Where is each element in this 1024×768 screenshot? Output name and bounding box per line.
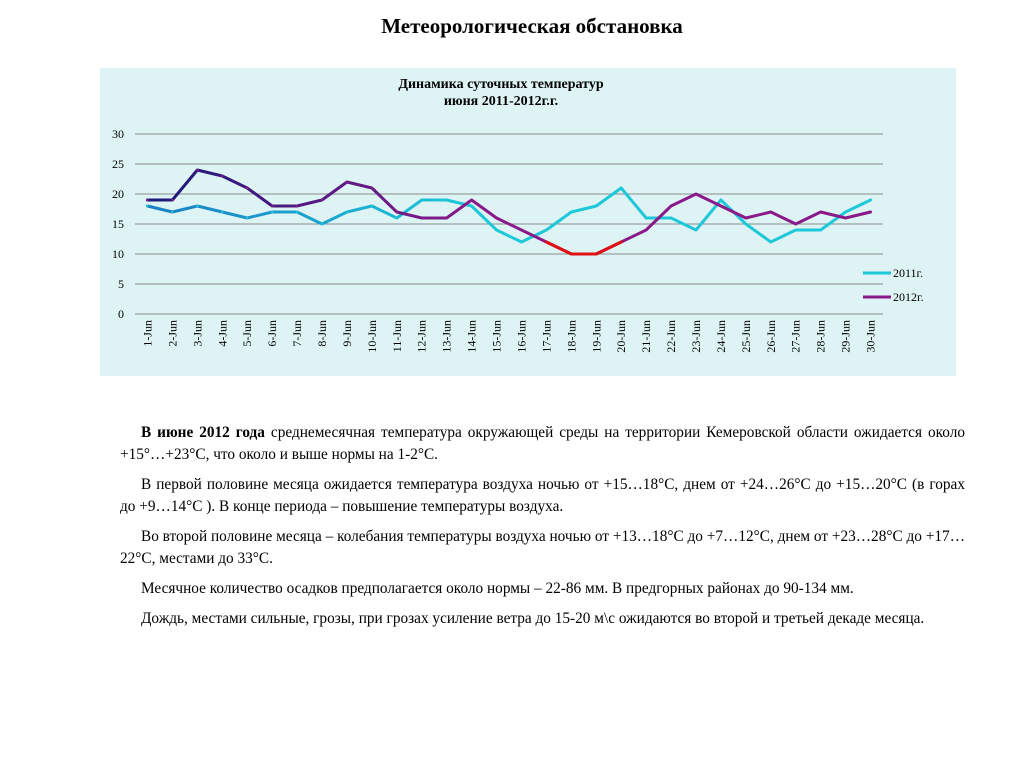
- chart-subtitle: июня 2011-2012г.г.: [443, 94, 559, 109]
- x-tick-label-17: 17-Jun: [539, 320, 554, 353]
- data-point-s2-26: [770, 211, 772, 213]
- data-point-s2-1: [146, 199, 148, 201]
- data-point-s1-20: [620, 187, 622, 189]
- x-tick-label-4: 4-Jun: [215, 320, 230, 347]
- y-tick-label-10: 10: [112, 247, 124, 261]
- chart-title: Динамика суточных температур: [398, 77, 604, 92]
- data-point-s2-23: [695, 193, 697, 195]
- data-point-s1-27: [795, 229, 797, 231]
- y-tick-label-15: 15: [112, 217, 124, 231]
- data-point-s2-4: [221, 175, 223, 177]
- y-tick-label-0: 0: [118, 307, 124, 321]
- x-tick-label-25: 25-Jun: [738, 320, 753, 353]
- data-point-s1-8: [321, 223, 323, 225]
- data-point-s1-16: [520, 241, 522, 243]
- data-point-s2-25: [745, 217, 747, 219]
- x-tick-label-15: 15-Jun: [489, 320, 504, 353]
- data-point-s1-17: [545, 229, 547, 231]
- data-point-s1-12: [421, 199, 423, 201]
- forecast-text: [120, 422, 965, 638]
- data-point-s1-3: [196, 205, 198, 207]
- x-tick-label-24: 24-Jun: [713, 320, 728, 353]
- x-tick-label-21: 21-Jun: [639, 320, 654, 353]
- data-point-s1-9: [346, 211, 348, 213]
- data-point-s1-13: [445, 199, 447, 201]
- data-point-s1-11: [396, 217, 398, 219]
- data-point-s1-7: [296, 211, 298, 213]
- data-point-s1-19: [595, 205, 597, 207]
- data-point-s2-30: [869, 211, 871, 213]
- data-point-s1-24: [720, 199, 722, 201]
- data-point-s2-10: [371, 187, 373, 189]
- data-point-s2-29: [844, 217, 846, 219]
- x-tick-label-28: 28-Jun: [813, 320, 828, 353]
- x-tick-label-16: 16-Jun: [514, 320, 529, 353]
- data-point-s2-5: [246, 187, 248, 189]
- x-tick-label-1: 1-Jun: [140, 320, 155, 347]
- data-point-s2-22: [670, 205, 672, 207]
- data-point-s1-29: [844, 211, 846, 213]
- x-tick-label-5: 5-Jun: [240, 320, 255, 347]
- paragraph-1-lead: В июне 2012 года: [141, 424, 265, 441]
- y-tick-label-5: 5: [118, 277, 124, 291]
- data-point-s2-11: [396, 211, 398, 213]
- y-tick-label-25: 25: [112, 157, 124, 171]
- data-point-s2-13: [445, 217, 447, 219]
- temperature-line-chart: [100, 68, 956, 376]
- data-point-s2-24: [720, 205, 722, 207]
- data-point-s1-28: [819, 229, 821, 231]
- data-point-s2-8: [321, 199, 323, 201]
- x-tick-label-9: 9-Jun: [339, 320, 354, 347]
- data-point-s1-15: [495, 229, 497, 231]
- data-point-s2-15: [495, 217, 497, 219]
- legend-label-1: 2011г.: [893, 266, 924, 280]
- data-point-s1-26: [770, 241, 772, 243]
- data-point-s1-25: [745, 223, 747, 225]
- data-point-s1-5: [246, 217, 248, 219]
- data-point-s1-10: [371, 205, 373, 207]
- x-tick-label-30: 30-Jun: [863, 320, 878, 353]
- x-tick-label-3: 3-Jun: [190, 320, 205, 347]
- highlight-segment: [546, 242, 621, 254]
- data-point-s2-21: [645, 229, 647, 231]
- data-point-s1-6: [271, 211, 273, 213]
- data-point-s1-18: [570, 211, 572, 213]
- page-title: Метеорологическая обстановка: [381, 14, 683, 38]
- x-tick-label-13: 13-Jun: [439, 320, 454, 353]
- data-point-s1-30: [869, 199, 871, 201]
- data-point-s2-7: [296, 205, 298, 207]
- data-point-s2-2: [171, 199, 173, 201]
- data-point-s1-2: [171, 211, 173, 213]
- data-point-s1-1: [146, 205, 148, 207]
- x-tick-label-22: 22-Jun: [664, 320, 679, 353]
- x-tick-label-10: 10-Jun: [364, 320, 379, 353]
- data-point-s2-28: [819, 211, 821, 213]
- x-tick-label-18: 18-Jun: [564, 320, 579, 353]
- data-point-s1-4: [221, 211, 223, 213]
- data-point-s1-22: [670, 217, 672, 219]
- data-point-s2-6: [271, 205, 273, 207]
- x-tick-label-23: 23-Jun: [689, 320, 703, 353]
- data-point-s1-23: [695, 229, 697, 231]
- x-tick-label-2: 2-Jun: [165, 320, 180, 347]
- series-line-2: [147, 170, 870, 254]
- paragraph-1: [120, 422, 965, 466]
- x-tick-label-8: 8-Jun: [315, 320, 329, 347]
- data-point-s2-27: [795, 223, 797, 225]
- data-point-s2-16: [520, 229, 522, 231]
- paragraph-3: Во второй половине месяца – колебания температуры воздуха ночью от +13…18°С до +7…12°С, днем от +23…28°С до +17…22°С, местами до 33°С.: [120, 528, 965, 567]
- paragraph-1-body: среднемесячная температура окружающей среды на территории Кемеровской области ожидается около +15°…+23°С, что около и выше нормы на 1-2°С.: [120, 424, 965, 463]
- legend-label-2: 2012г.: [893, 290, 924, 304]
- x-tick-label-14: 14-Jun: [464, 320, 479, 353]
- x-tick-label-20: 20-Jun: [614, 320, 629, 353]
- x-tick-label-29: 29-Jun: [838, 320, 853, 353]
- y-tick-label-20: 20: [112, 187, 124, 201]
- x-tick-label-7: 7-Jun: [290, 320, 305, 347]
- data-point-s2-12: [421, 217, 423, 219]
- x-tick-label-6: 6-Jun: [265, 320, 280, 347]
- chart-panel: [100, 68, 956, 376]
- x-tick-label-27: 27-Jun: [788, 320, 803, 353]
- data-point-s1-21: [645, 217, 647, 219]
- x-tick-label-11: 11-Jun: [389, 320, 404, 353]
- data-point-s2-9: [346, 181, 348, 183]
- paragraph-2: В первой половине месяца ожидается температура воздуха ночью от +15…18°С, днем от +24…26°С до +15…20°С (в горах до +9…14°С ). В конце периода – повышение температуры воздуха.: [120, 476, 965, 515]
- paragraph-5: Дождь, местами сильные, грозы, при грозах усиление ветра до 15-20 м\с ожидаются во второй и третьей декаде месяца.: [141, 610, 925, 627]
- x-tick-label-26: 26-Jun: [763, 320, 778, 353]
- x-tick-label-12: 12-Jun: [414, 320, 429, 353]
- data-point-s2-14: [470, 199, 472, 201]
- y-tick-label-30: 30: [112, 127, 124, 141]
- data-point-s1-14: [470, 205, 472, 207]
- paragraph-4: Месячное количество осадков предполагается около нормы – 22-86 мм. В предгорных районах до 90-134 мм.: [141, 580, 854, 597]
- data-point-s2-3: [196, 169, 198, 171]
- x-tick-label-19: 19-Jun: [589, 320, 604, 353]
